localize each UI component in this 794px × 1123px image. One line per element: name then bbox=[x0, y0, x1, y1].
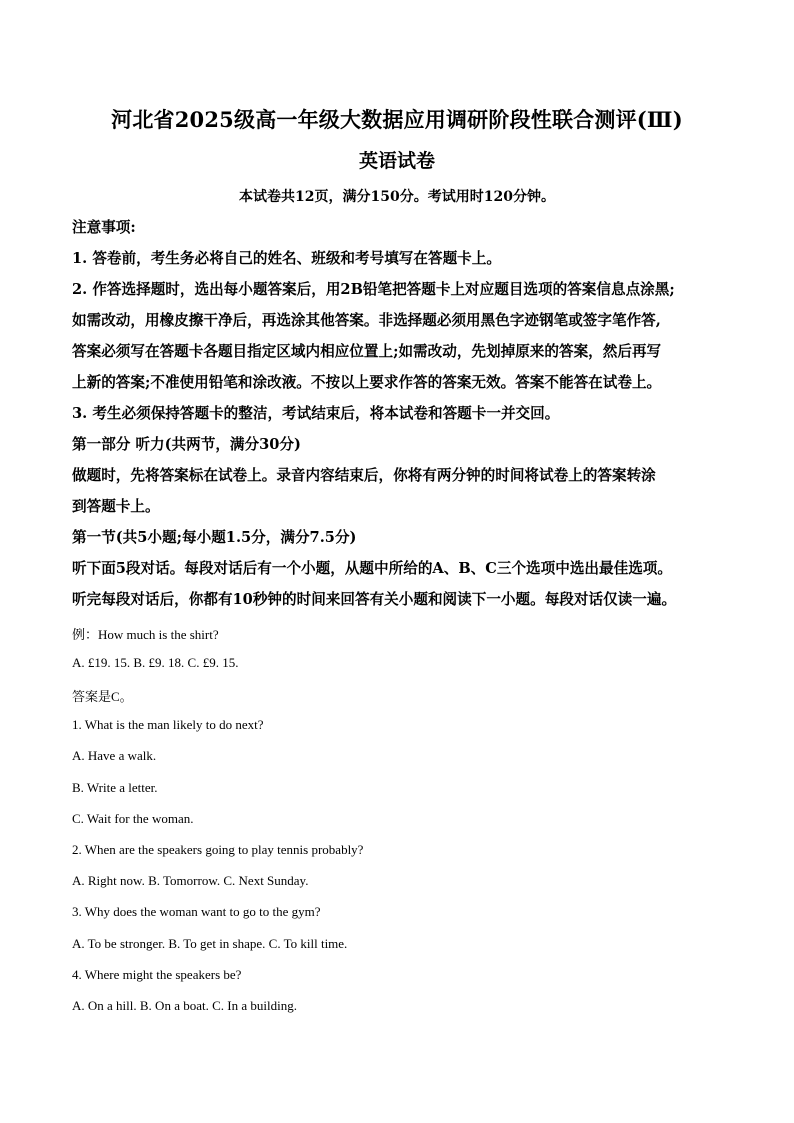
notice-heading: 注意事项: bbox=[72, 219, 136, 236]
question-2: 2. When are the speakers going to play tennis probably? bbox=[72, 842, 364, 857]
question-3: 3. Why does the woman want to go to the gym? bbox=[72, 904, 321, 919]
question-1-option-c: C. Wait for the woman. bbox=[72, 811, 194, 826]
part1-heading: 第一部分 听力(共两节，满分30分) bbox=[72, 436, 301, 453]
example-options: A. £19. 15. B. £9. 18. C. £9. 15. bbox=[72, 655, 239, 670]
notice-item-2-line-1: 2. 作答选择题时，选出每小题答案后，用2B铅笔把答题卡上对应题目选项的答案信息点涂黑; bbox=[72, 281, 675, 298]
question-1-option-a: A. Have a walk. bbox=[72, 748, 157, 763]
part1-instruction-line-1: 做题时，先将答案标在试卷上。录音内容结束后，你将有两分钟的时间将试卷上的答案转涂 bbox=[72, 467, 656, 484]
notice-item-2-line-4: 上新的答案;不准使用铅笔和涂改液。不按以上要求作答的答案无效。答案不能答在试卷上。 bbox=[72, 374, 662, 391]
section1-instruction-line-2: 听完每段对话后，你都有10秒钟的时间来回答有关小题和阅读下一小题。每段对话仅读一遍。 bbox=[72, 591, 677, 608]
question-2-options: A. Right now. B. Tomorrow. C. Next Sunday. bbox=[72, 873, 309, 888]
question-3-options: A. To be stronger. B. To get in shape. C. To kill time. bbox=[72, 936, 348, 951]
example-question: 例：How much is the shirt? bbox=[72, 627, 219, 642]
question-1-option-b: B. Write a letter. bbox=[72, 780, 158, 795]
question-4: 4. Where might the speakers be? bbox=[72, 967, 242, 982]
section1-heading: 第一节(共5小题;每小题1.5分，满分7.5分) bbox=[72, 529, 357, 546]
question-1: 1. What is the man likely to do next? bbox=[72, 717, 264, 732]
exam-info: 本试卷共12页，满分150分。考试用时120分钟。 bbox=[239, 189, 555, 205]
notice-item-3: 3. 考生必须保持答题卡的整洁，考试结束后，将本试卷和答题卡一并交回。 bbox=[72, 405, 560, 422]
section1-instruction-line-1: 听下面5段对话。每段对话后有一个小题，从题中所给的A、B、C三个选项中选出最佳选项。 bbox=[72, 560, 672, 577]
notice-item-2-line-3: 答案必须写在答题卡各题目指定区域内相应位置上;如需改动，先划掉原来的答案，然后再写 bbox=[72, 343, 662, 360]
part1-instruction-line-2: 到答题卡上。 bbox=[72, 498, 160, 515]
notice-item-1: 1. 答卷前，考生务必将自己的姓名、班级和考号填写在答题卡上。 bbox=[72, 250, 501, 267]
example-answer: 答案是C。 bbox=[72, 689, 133, 704]
exam-subtitle: 英语试卷 bbox=[358, 150, 435, 172]
notice-item-2-line-2: 如需改动，用橡皮擦干净后，再选涂其他答案。非选择题必须用黑色字迹钢笔或签字笔作答, bbox=[72, 312, 661, 329]
exam-title: 河北省2025级高一年级大数据应用调研阶段性联合测评(Ⅲ) bbox=[111, 107, 683, 132]
question-4-options: A. On a hill. B. On a boat. C. In a building. bbox=[72, 998, 297, 1013]
